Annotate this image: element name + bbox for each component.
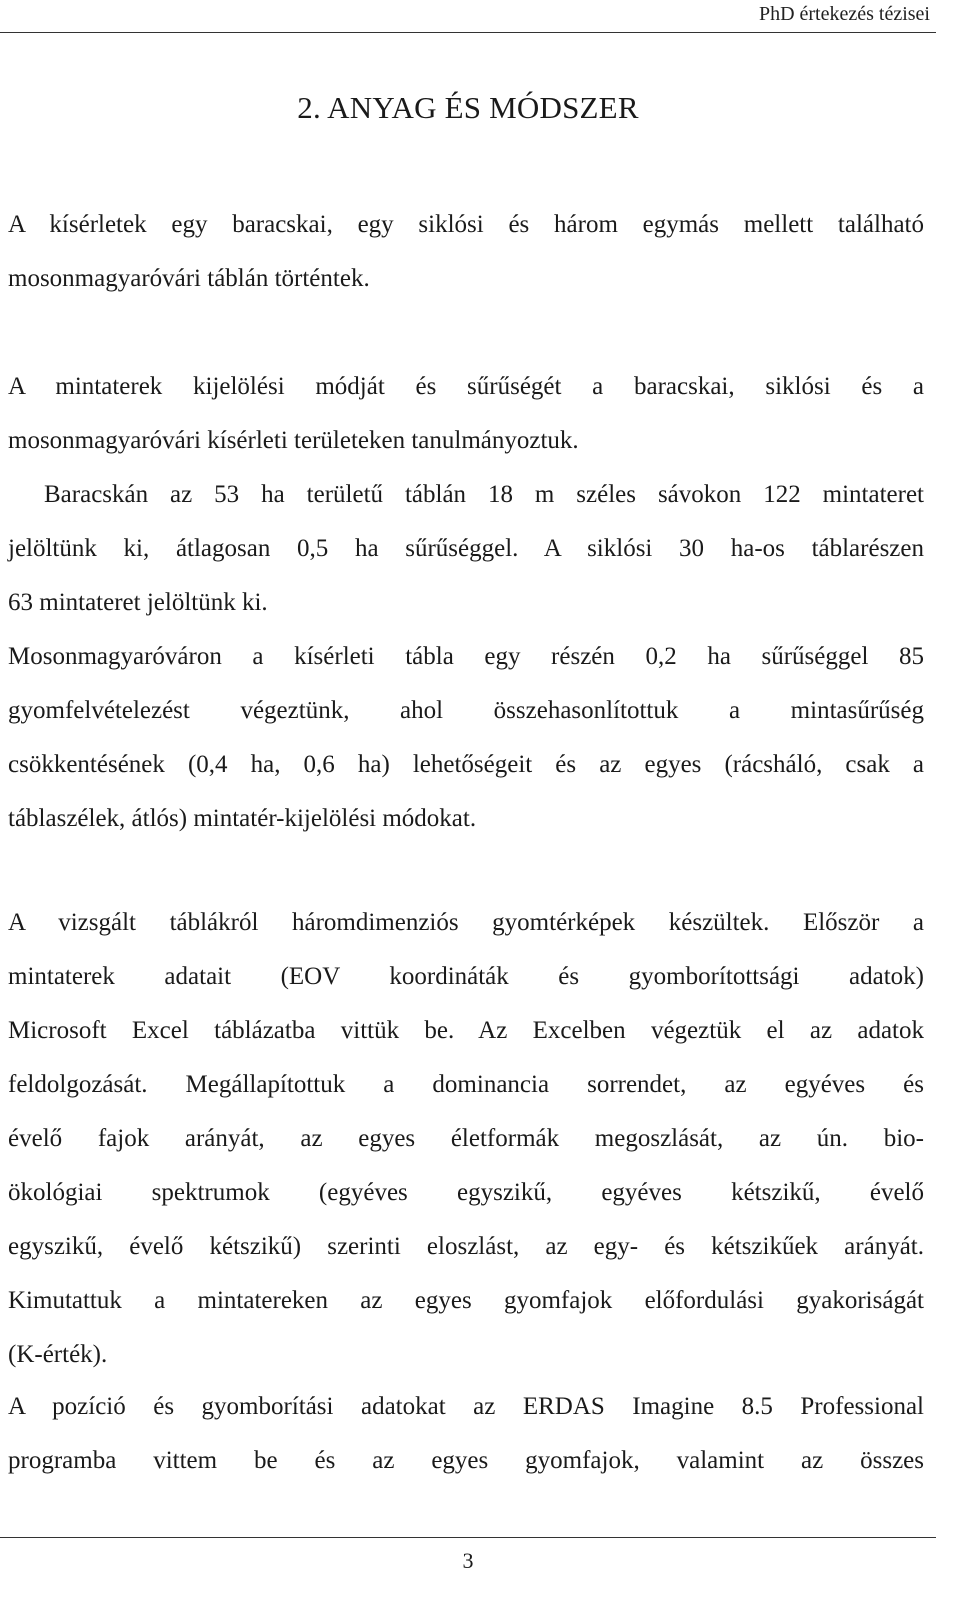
- text-line: A mintaterek kijelölési módját és sűrűségét a baracskai, siklósi és a: [8, 373, 924, 400]
- text-line: A kísérletek egy baracskai, egy siklósi és három egymás mellett található: [8, 211, 924, 238]
- text-line: (K-érték).: [8, 1341, 108, 1368]
- text-line: programba vittem be és az egyes gyomfajok, valamint az összes: [8, 1447, 924, 1474]
- running-header: PhD értekezés tézisei: [758, 3, 930, 25]
- header-divider: [0, 32, 936, 33]
- footer-divider: [0, 1537, 936, 1538]
- text-line: egyszikű, évelő kétszikű) szerinti eloszlást, az egy- és kétszikűek arányát.: [8, 1233, 924, 1260]
- text-line: táblaszélek, átlós) mintatér-kijelölési módokat.: [8, 805, 477, 832]
- text-line: csökkentésének (0,4 ha, 0,6 ha) lehetőségeit és az egyes (rácsháló, csak a: [8, 751, 924, 778]
- text-line: A vizsgált táblákról háromdimenziós gyomtérképek készültek. Először a: [8, 909, 924, 936]
- text-line: gyomfelvételezést végeztünk, ahol összehasonlítottuk a mintasűrűség: [8, 697, 924, 724]
- text-line: Kimutattuk a mintatereken az egyes gyomfajok előfordulási gyakoriságát: [8, 1287, 924, 1314]
- text-line: mintaterek adatait (EOV koordináták és gyomborítottsági adatok): [8, 963, 924, 990]
- text-line: Microsoft Excel táblázatba vittük be. Az Excelben végeztük el az adatok: [8, 1017, 924, 1044]
- text-line: 63 mintateret jelöltünk ki.: [8, 589, 268, 616]
- paragraph-1: [8, 198, 924, 306]
- text-line: feldolgozását. Megállapítottuk a dominancia sorrendet, az egyéves és: [8, 1071, 924, 1098]
- paragraph-3: [8, 468, 924, 630]
- text-line: A pozíció és gyomborítási adatokat az ERDAS Imagine 8.5 Professional: [8, 1393, 924, 1420]
- paragraph-5: [8, 896, 924, 1382]
- text-line: mosonmagyaróvári kísérleti területeken tanulmányoztuk.: [8, 427, 579, 454]
- paragraph-6: [8, 1380, 924, 1488]
- text-line: ökológiai spektrumok (egyéves egyszikű, egyéves kétszikű, évelő: [8, 1179, 924, 1206]
- page-number: 3: [462, 1548, 474, 1573]
- paragraph-2: [8, 360, 924, 468]
- text-line: évelő fajok arányát, az egyes életformák megoszlását, az ún. bio-: [8, 1125, 924, 1152]
- paragraph-4: [8, 630, 924, 846]
- text-line: jelöltünk ki, átlagosan 0,5 ha sűrűséggel. A siklósi 30 ha-os táblarészen: [8, 535, 924, 562]
- section-title: 2. ANYAG ÉS MÓDSZER: [297, 90, 639, 125]
- text-line: Mosonmagyaróváron a kísérleti tábla egy részén 0,2 ha sűrűséggel 85: [8, 643, 924, 670]
- text-line: mosonmagyaróvári táblán történtek.: [8, 265, 370, 292]
- text-line: Baracskán az 53 ha területű táblán 18 m széles sávokon 122 mintateret: [44, 481, 924, 508]
